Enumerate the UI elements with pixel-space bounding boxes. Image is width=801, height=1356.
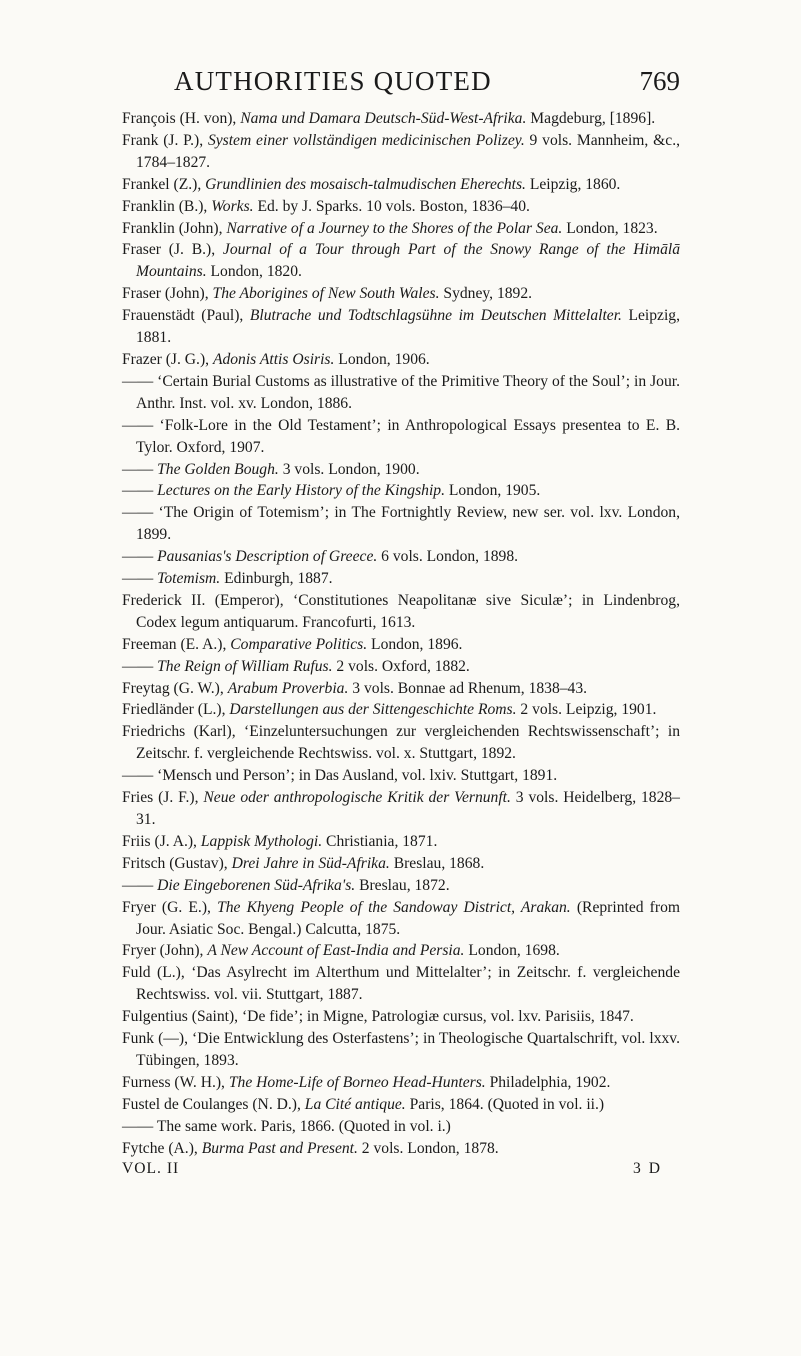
entry-details: Leipzig, 1860. (525, 175, 621, 193)
entry-author: Fustel de Coulanges (N. D.), (122, 1095, 305, 1113)
entry-title: Burma Past and Present. (201, 1139, 358, 1157)
bibliography-entry (122, 1138, 680, 1160)
entry-author: Fryer (John), (122, 942, 208, 960)
entry-title: Lappisk Mythologi. (200, 832, 323, 850)
entry-details: ‘The Origin of Totemism’; in The Fortnightly Review, new ser. vol. lxv. London, 1899. (136, 504, 680, 544)
bibliography-entry (122, 196, 680, 218)
bibliography-entry (122, 875, 680, 897)
entry-details: London, 1823. (562, 219, 658, 237)
bibliography-entry (122, 283, 680, 305)
entry-author: —— (122, 416, 160, 434)
entry-author: Freytag (G. W.), (122, 679, 228, 697)
entry-author: Franklin (B.), (122, 197, 212, 215)
entry-author: Fraser (J. B.), (122, 241, 223, 259)
entry-author: François (H. von), (122, 110, 241, 127)
bibliography-entry (122, 1094, 680, 1116)
entry-details: Breslau, 1872. (355, 876, 450, 894)
bibliography-entry (122, 480, 680, 502)
entry-author: Friis (J. A.), (122, 832, 201, 850)
entry-title: Journal of a Tour through Part of the Snowy Range of the Himālā Mountains. (136, 241, 680, 281)
entry-title: Adonis Attis Osiris. (212, 350, 335, 368)
entry-title: Drei Jahre in Süd-Afrika. (231, 854, 390, 872)
entry-details: London, 1698. (464, 942, 560, 960)
entry-title: Die Eingeborenen Süd-Afrika's. (157, 876, 356, 894)
entry-title: Neue oder anthropologische Kritik der Vernunft. (203, 789, 511, 807)
entry-details: ‘Folk-Lore in the Old Testament’; in Anthropological Essays presentea to E. B. Tylor. Oxford, 1907. (136, 416, 680, 456)
entry-details: London, 1905. (444, 482, 541, 500)
entry-details: 2 vols. Leipzig, 1901. (516, 701, 657, 719)
entry-title: A New Account of East-India and Persia. (207, 942, 465, 960)
entry-details: ‘Mensch und Person’; in Das Ausland, vol. lxiv. Stuttgart, 1891. (157, 767, 558, 785)
bibliography-list (122, 108, 680, 1160)
entry-details: Sydney, 1892. (439, 285, 533, 303)
bibliography-entry (122, 239, 680, 283)
running-title: AUTHORITIES QUOTED (174, 66, 492, 96)
bibliography-entry (122, 699, 680, 721)
entry-details: ‘De fide’; in Migne, Patrologiæ cursus, vol. lxv. Parisiis, 1847. (241, 1008, 634, 1026)
entry-title: La Cité antique. (304, 1095, 406, 1113)
entry-title: System einer vollständigen medicinischen Polizey. (207, 131, 525, 149)
bibliography-entry (122, 502, 680, 546)
entry-author: —— (122, 876, 158, 894)
bibliography-entry (122, 1072, 680, 1094)
bibliography-entry (122, 1006, 680, 1028)
bibliography-entry (122, 853, 680, 875)
entry-title: Nama und Damara Deutsch-Süd-West-Afrika. (240, 110, 527, 127)
entry-details: Breslau, 1868. (389, 854, 485, 872)
entry-author: —— (122, 1117, 157, 1135)
entry-details: Philadelphia, 1902. (485, 1073, 611, 1091)
entry-author: Fytche (A.), (122, 1139, 202, 1157)
entry-details: 3 vols. Bonnae ad Rhenum, 1838–43. (348, 679, 588, 697)
bibliography-entry (122, 678, 680, 700)
entry-details: 2 vols. Oxford, 1882. (332, 657, 470, 675)
entry-details: 6 vols. London, 1898. (377, 548, 519, 566)
entry-author: Frankel (Z.), (122, 175, 206, 193)
page-number: 769 (639, 66, 680, 96)
entry-title: The Aborigines of New South Wales. (212, 285, 440, 303)
bibliography-entry (122, 590, 680, 634)
bibliography-entry (122, 459, 680, 481)
bibliography-entry (122, 656, 680, 678)
entry-details: Ed. by J. Sparks. 10 vols. Boston, 1836–40. (253, 197, 530, 215)
entry-author: Fritsch (Gustav), (122, 854, 232, 872)
entry-details: London, 1820. (206, 263, 302, 281)
entry-author: —— (122, 460, 158, 478)
entry-title: Totemism. (157, 570, 221, 588)
bibliography-entry (122, 305, 680, 349)
page (122, 66, 680, 1184)
entry-author: —— (122, 570, 158, 588)
bibliography-entry (122, 546, 680, 568)
entry-details: 9 vols. Mannheim, &c., 1784–1827. (136, 131, 680, 171)
entry-details: ‘Die Entwicklung des Osterfastens’; in Theologische Quartalschrift, vol. lxxv. Tübingen, 1893. (136, 1030, 680, 1069)
entry-title: The Home-Life of Borneo Head-Hunters. (228, 1073, 486, 1091)
entry-title: Comparative Politics. (230, 635, 368, 653)
page-header (122, 66, 680, 106)
entry-title: Arabum Proverbia. (227, 679, 349, 697)
entry-title: Narrative of a Journey to the Shores of the Polar Sea. (226, 219, 563, 237)
bibliography-entry (122, 568, 680, 590)
entry-details: Christiania, 1871. (322, 832, 438, 850)
entry-author: —— (122, 372, 158, 390)
bibliography-entry (122, 218, 680, 240)
bibliography-entry (122, 634, 680, 656)
entry-author: Frauenstädt (Paul), (122, 307, 250, 325)
entry-author: Friedländer (L.), (122, 701, 230, 719)
entry-author: Fries (J. F.), (122, 789, 204, 807)
bibliography-entry (122, 174, 680, 196)
entry-title: The Golden Bough. (157, 460, 279, 478)
entry-details: ‘Certain Burial Customs as illustrative of the Primitive Theory of the Soul’; in Jour. Anthr. Inst. vol. xv. London, 1886. (136, 372, 680, 412)
bibliography-entry (122, 349, 680, 371)
entry-author: Friedrichs (Karl), (122, 723, 245, 741)
entry-author: Fraser (John), (122, 285, 213, 303)
bibliography-entry (122, 371, 680, 415)
page-footer (122, 1160, 680, 1184)
entry-details: The same work. Paris, 1866. (Quoted in vol. i.) (156, 1117, 451, 1135)
entry-author: Furness (W. H.), (122, 1073, 229, 1091)
entry-title: Works. (211, 197, 254, 215)
entry-title: Grundlinien des mosaisch-talmudischen Eherechts. (205, 175, 526, 193)
printer-signature: 3 D (633, 1159, 662, 1177)
entry-details: London, 1906. (334, 350, 430, 368)
entry-details: ‘Das Asylrecht im Alterthum und Mittelalter’; in Zeitschr. f. vergleichende Rechtswiss. vol. vii. Stuttgart, 1887. (136, 964, 680, 1004)
entry-author: Frederick II. (Emperor), (122, 591, 294, 609)
entry-author: Franklin (John), (122, 219, 227, 237)
entry-details: 3 vols. Heidelberg, 1828–31. (136, 789, 680, 828)
entry-author: —— (122, 504, 159, 522)
entry-author: Funk (—), (122, 1030, 193, 1048)
entry-title: Pausanias's Description of Greece. (157, 548, 378, 566)
bibliography-entry (122, 962, 680, 1006)
entry-author: Fuld (L.), (122, 964, 192, 982)
bibliography-entry (122, 1028, 680, 1072)
entry-author: —— (122, 548, 158, 566)
entry-details: Edinburgh, 1887. (220, 570, 333, 588)
entry-author: Frank (J. P.), (122, 131, 208, 149)
bibliography-entry (122, 721, 680, 765)
entry-author: Freeman (E. A.), (122, 635, 231, 653)
entry-author: Frazer (J. G.), (122, 350, 213, 368)
volume-label: VOL. II (122, 1159, 180, 1177)
bibliography-entry (122, 897, 680, 941)
entry-details: Leipzig, 1881. (136, 307, 680, 347)
bibliography-entry (122, 831, 680, 853)
entry-details: ‘Constitutiones Neapolitanæ sive Siculæ’; in Lindenbrog, Codex legum antiquarum. Francofurti, 1613. (136, 591, 680, 631)
bibliography-entry (122, 108, 680, 130)
entry-details: Paris, 1864. (Quoted in vol. ii.) (405, 1095, 605, 1113)
entry-details: 3 vols. London, 1900. (278, 460, 420, 478)
entry-title: The Reign of William Rufus. (157, 657, 333, 675)
entry-details: 2 vols. London, 1878. (357, 1139, 499, 1157)
entry-author: Fulgentius (Saint), (122, 1008, 242, 1026)
entry-title: Darstellungen aus der Sittengeschichte Roms. (229, 701, 517, 719)
bibliography-entry (122, 1116, 680, 1138)
entry-details: ‘Einzeluntersuchungen zur vergleichenden Rechtswissenschaft’; in Zeitschr. f. vergleichende Rechtswiss. vol. x. Stuttgart, 1892. (136, 723, 680, 763)
entry-details: Magdeburg, [1896]. (526, 110, 656, 127)
bibliography-entry (122, 130, 680, 174)
entry-title: Blutrache und Todtschlagsühne im Deutschen Mittelalter. (249, 307, 622, 325)
entry-author: —— (122, 482, 158, 500)
bibliography-entry (122, 765, 680, 787)
entry-title: Lectures on the Early History of the Kingship. (157, 482, 445, 500)
entry-author: Fryer (G. E.), (122, 898, 218, 916)
entry-details: (Reprinted from Jour. Asiatic Soc. Bengal.) Calcutta, 1875. (136, 898, 680, 938)
entry-author: —— (122, 767, 158, 785)
entry-author: —— (122, 657, 158, 675)
bibliography-entry (122, 415, 680, 459)
entry-title: The Khyeng People of the Sandoway District, Arakan. (217, 898, 571, 916)
bibliography-entry (122, 940, 680, 962)
bibliography-entry (122, 787, 680, 831)
entry-details: London, 1896. (367, 635, 463, 653)
